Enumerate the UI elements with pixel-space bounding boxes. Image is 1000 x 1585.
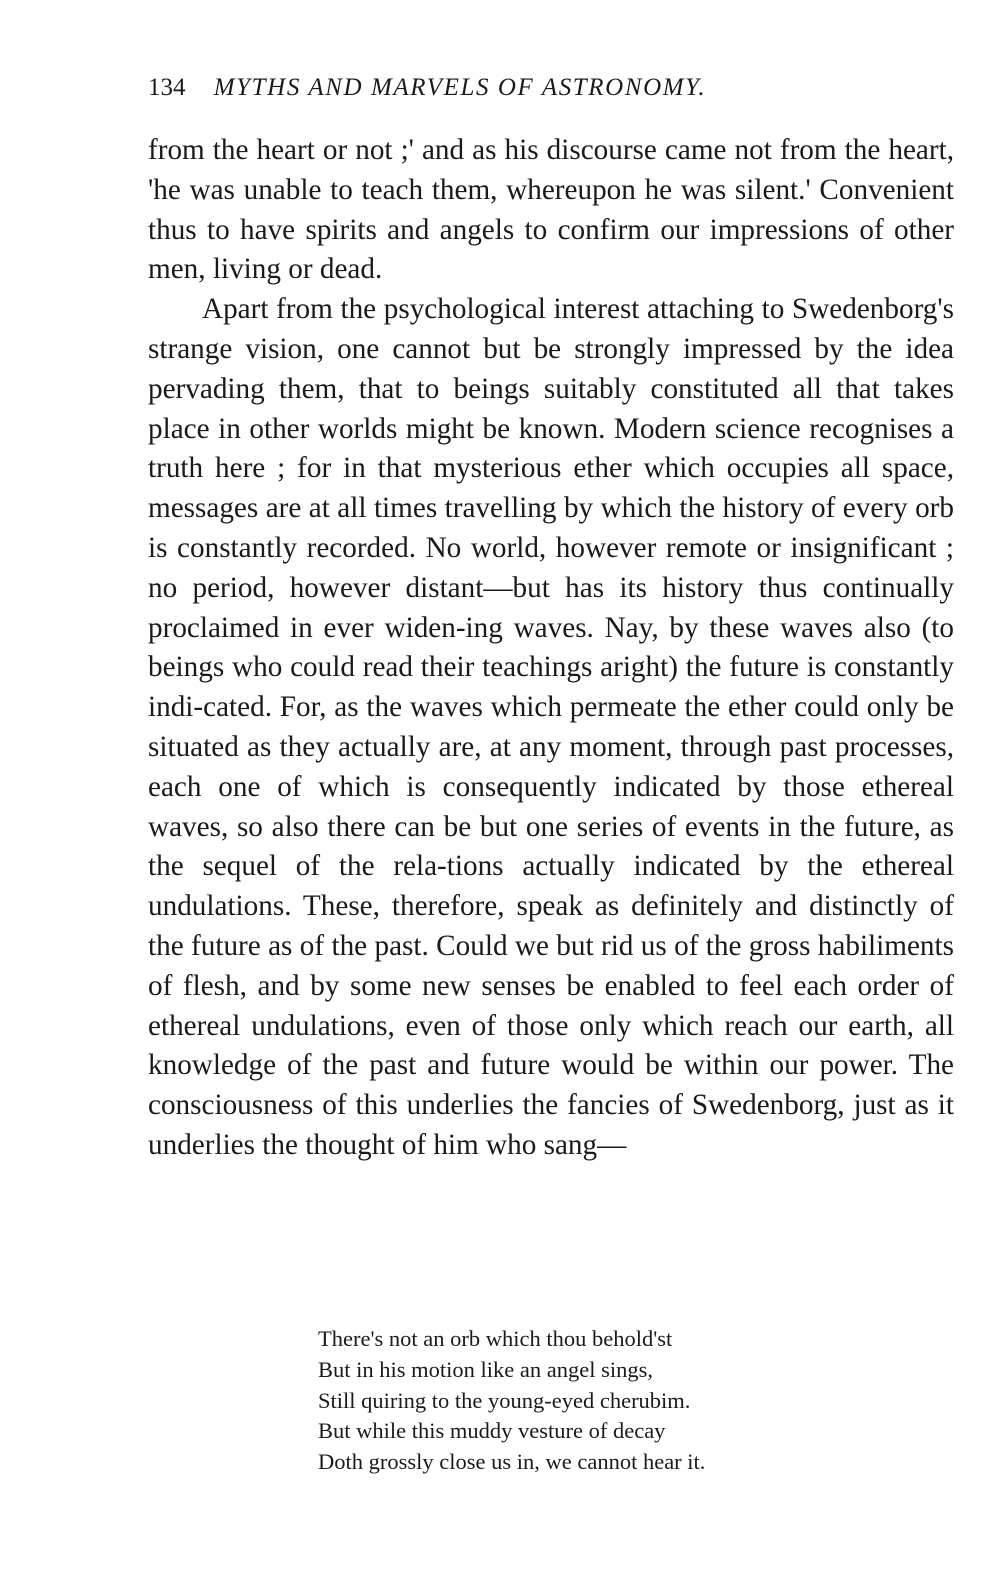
verse-line: But in his motion like an angel sings, xyxy=(318,1356,653,1382)
book-title: MYTHS AND MARVELS OF ASTRONOMY. xyxy=(213,74,707,101)
page-number: 134 xyxy=(148,74,186,101)
running-head xyxy=(148,70,868,106)
verse-quotation xyxy=(318,1324,838,1478)
verse-line: Still quiring to the young-eyed cherubim. xyxy=(318,1387,691,1413)
paragraph: Apart from the psychological interest attaching to Swedenborg's strange vision, one cannot but be strongly impressed by the idea pervading them, that to beings suitably constituted all that takes place in other worlds might be known. Modern science recognises a truth here ; for in that mysterious ether which occupies all space, messages are at all times travelling by which the history of every orb is constantly recorded. No world, however remote or insignificant ; no period, however distant—but has its history thus continually proclaimed in ever widen-ing waves. Nay, by these waves also (to beings who could read their teachings aright) the future is constantly indi-cated. For, as the waves which permeate the ether could only be situated as they actually are, at any moment, through past processes, each one of which is consequently indicated by those ethereal waves, so also there can be but one series of events in the future, as the sequel of the rela-tions actually indicated by the ethereal undulations. These, therefore, speak as definitely and distinctly of the future as of the past. Could we but rid us of the gross habiliments of flesh, and by some new senses be enabled to feel each order of ethereal undulations, even of those only which reach our earth, all knowledge of the past and future would be within our power. The consciousness of this underlies the fancies of Swedenborg, just as it underlies the thought of him who sang— xyxy=(148,293,954,1161)
verse-line: There's not an orb which thou behold'st xyxy=(318,1326,673,1351)
body-text xyxy=(148,131,954,1166)
paragraph-continued: from the heart or not ;' and as his discourse came not from the heart, 'he was unable to teach them, whereupon he was silent.' Convenient thus to have spirits and angels to confirm our impressions of other men, living or dead. xyxy=(148,134,954,286)
verse-line: But while this muddy vesture of decay xyxy=(318,1418,666,1444)
verse-line: Doth grossly close us in, we cannot hear it. xyxy=(318,1449,706,1475)
